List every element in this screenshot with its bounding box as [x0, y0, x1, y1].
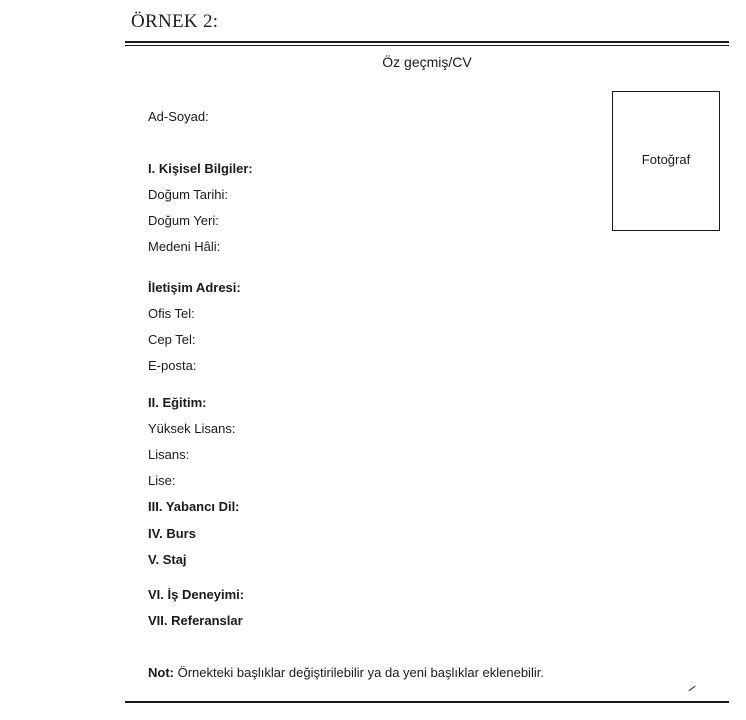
- field-birth-place: Doğum Yeri:: [148, 213, 219, 228]
- field-masters: Yüksek Lisans:: [148, 421, 236, 436]
- field-bachelors: Lisans:: [148, 447, 190, 462]
- note-text: Örnekteki başlıklar değiştirilebilir ya da yeni başlıklar eklenebilir.: [174, 665, 544, 680]
- example-heading: ÖRNEK 2:: [131, 11, 219, 32]
- section-personal-info: I. Kişisel Bilgiler:: [148, 161, 253, 176]
- field-email: E-posta:: [148, 358, 197, 373]
- field-mobile-phone: Cep Tel:: [148, 332, 196, 347]
- note-label: Not:: [148, 665, 174, 680]
- section-scholarship: IV. Burs: [148, 526, 196, 541]
- field-birth-date: Doğum Tarihi:: [148, 187, 228, 202]
- field-marital-status: Medeni Hâli:: [148, 239, 221, 254]
- section-contact-address: İletişim Adresi:: [148, 280, 241, 295]
- top-rule-thin: [125, 45, 729, 46]
- bottom-rule: [125, 701, 729, 703]
- field-high-school: Lise:: [148, 473, 176, 488]
- field-office-phone: Ofis Tel:: [148, 306, 195, 321]
- section-references: VII. Referanslar: [148, 613, 243, 628]
- photo-placeholder: [612, 91, 720, 231]
- section-internship: V. Staj: [148, 552, 187, 567]
- field-name: Ad-Soyad:: [148, 109, 209, 124]
- note: [148, 665, 544, 680]
- top-rule-thick: [125, 41, 729, 43]
- section-work-experience: VI. İş Deneyimi:: [148, 587, 245, 602]
- photo-label: Fotoğraf: [641, 152, 691, 167]
- section-education: II. Eğitim:: [148, 395, 207, 410]
- section-foreign-language: III. Yabancı Dil:: [148, 499, 240, 514]
- document-title: Öz geçmiş/CV: [382, 54, 472, 70]
- pen-mark: [688, 686, 695, 691]
